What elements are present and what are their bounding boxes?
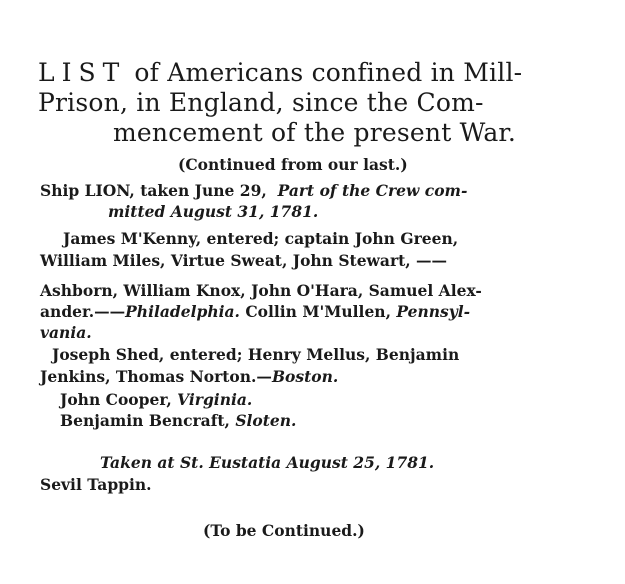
names-line-7 (40, 367, 338, 386)
names-4c: Collin M'Mullen, (239, 302, 397, 321)
to-be-continued-note: (To be Continued.) (203, 521, 365, 540)
names-line-9 (60, 411, 296, 430)
title-line-1 (38, 58, 522, 87)
names-7a: Jenkins, Thomas Norton.— (40, 367, 272, 386)
place-philadelphia: Philadelphia. (125, 302, 240, 321)
place-virginia: Virginia. (177, 390, 253, 409)
title-line-3: mencement of the present War. (113, 118, 516, 147)
names-line-2: William Miles, Virtue Sweat, John Stewart, —— (40, 251, 448, 270)
names-line-6: Joseph Shed, entered; Henry Mellus, Benjamin (52, 345, 460, 364)
title-head: LIST (38, 58, 127, 87)
place-sloten: Sloten. (235, 411, 297, 430)
ship-line-1 (40, 181, 467, 200)
names-line-3: Ashborn, William Knox, John O'Hara, Samuel Alex- (40, 281, 482, 300)
names-line-8 (60, 390, 252, 409)
continued-from-note: (Continued from our last.) (178, 155, 408, 174)
sevil-tappin-line: Sevil Tappin. (40, 475, 152, 494)
place-boston: Boston. (271, 367, 339, 386)
names-line-4 (40, 302, 470, 321)
ship-name-date: Ship LION, taken June 29, (40, 181, 267, 200)
taken-at-line: Taken at St. Eustatia August 25, 1781. (100, 453, 435, 472)
ship-line-2: mitted August 31, 1781. (108, 202, 319, 221)
names-4a: ander.—— (40, 302, 126, 321)
names-line-5: vania. (40, 323, 92, 342)
title-line-2: Prison, in England, since the Com- (38, 88, 484, 117)
names-8a: John Cooper, (60, 390, 178, 409)
place-pennsylvania: Pennsyl- (396, 302, 471, 321)
names-line-1: James M'Kenny, entered; captain John Green, (63, 229, 459, 248)
names-9a: Benjamin Bencraft, (60, 411, 236, 430)
crew-note: Part of the Crew com- (277, 181, 468, 200)
title-text-1: of Americans confined in Mill- (126, 58, 523, 87)
